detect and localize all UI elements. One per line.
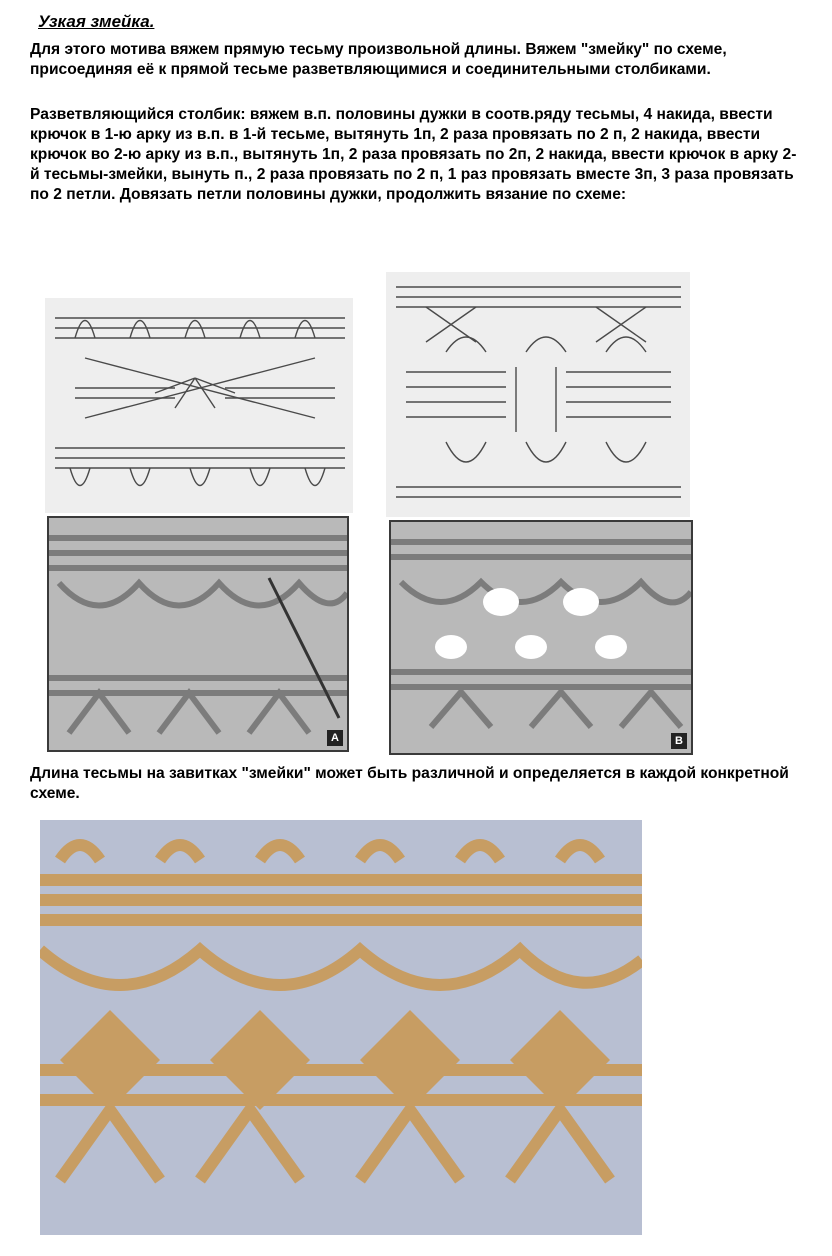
crochet-diagram-a bbox=[45, 298, 353, 513]
knitted-sample-photo-a-texture bbox=[49, 518, 347, 750]
knitted-sample-photo-b-texture bbox=[391, 522, 691, 753]
knitted-sample-photo-a bbox=[47, 516, 349, 752]
photo-b-label: B bbox=[671, 733, 687, 749]
photo-a-label: A bbox=[327, 730, 343, 746]
document-title: Узкая змейка. bbox=[38, 12, 155, 31]
intro-paragraph: Для этого мотива вяжем прямую тесьму произвольной длины. Вяжем "змейку" по схеме, присоединяя её к прямой тесьме разветвляющимися и соединительными столбиками. bbox=[30, 41, 727, 78]
lace-sample-photo-texture bbox=[40, 820, 642, 1235]
crochet-diagram-b bbox=[386, 272, 690, 517]
length-paragraph: Длина тесьмы на завитках "змейки" может быть различной и определяется в каждой конкретной схеме. bbox=[30, 765, 789, 802]
knitted-sample-photo-b bbox=[389, 520, 693, 755]
instructions-paragraph: Разветвляющийся столбик: вяжем в.п. половины дужки в соотв.ряду тесьмы, 4 накида, ввести крючок в 1-ю арку из в.п. в 1-й тесьме, вытянуть 1п, 2 раза провязать по 2 п, 2 накида, ввести крючок во 2-ю арку из в.п., вытянуть 1п, 2 раза провязать по 2п, 2 накида, ввести крючок в арку 2-й тесьмы-змейки, вынуть п., 2 раза провязать по 2 п, 1 раз провязать вместе 3п, 3 раза провязать по 2 петли. Довязать петли половины дужки, продолжить вязание по схеме: bbox=[30, 106, 797, 203]
lace-sample-photo bbox=[40, 820, 642, 1235]
crochet-diagram-b-drawing bbox=[386, 272, 690, 517]
crochet-diagram-a-drawing bbox=[45, 298, 353, 513]
